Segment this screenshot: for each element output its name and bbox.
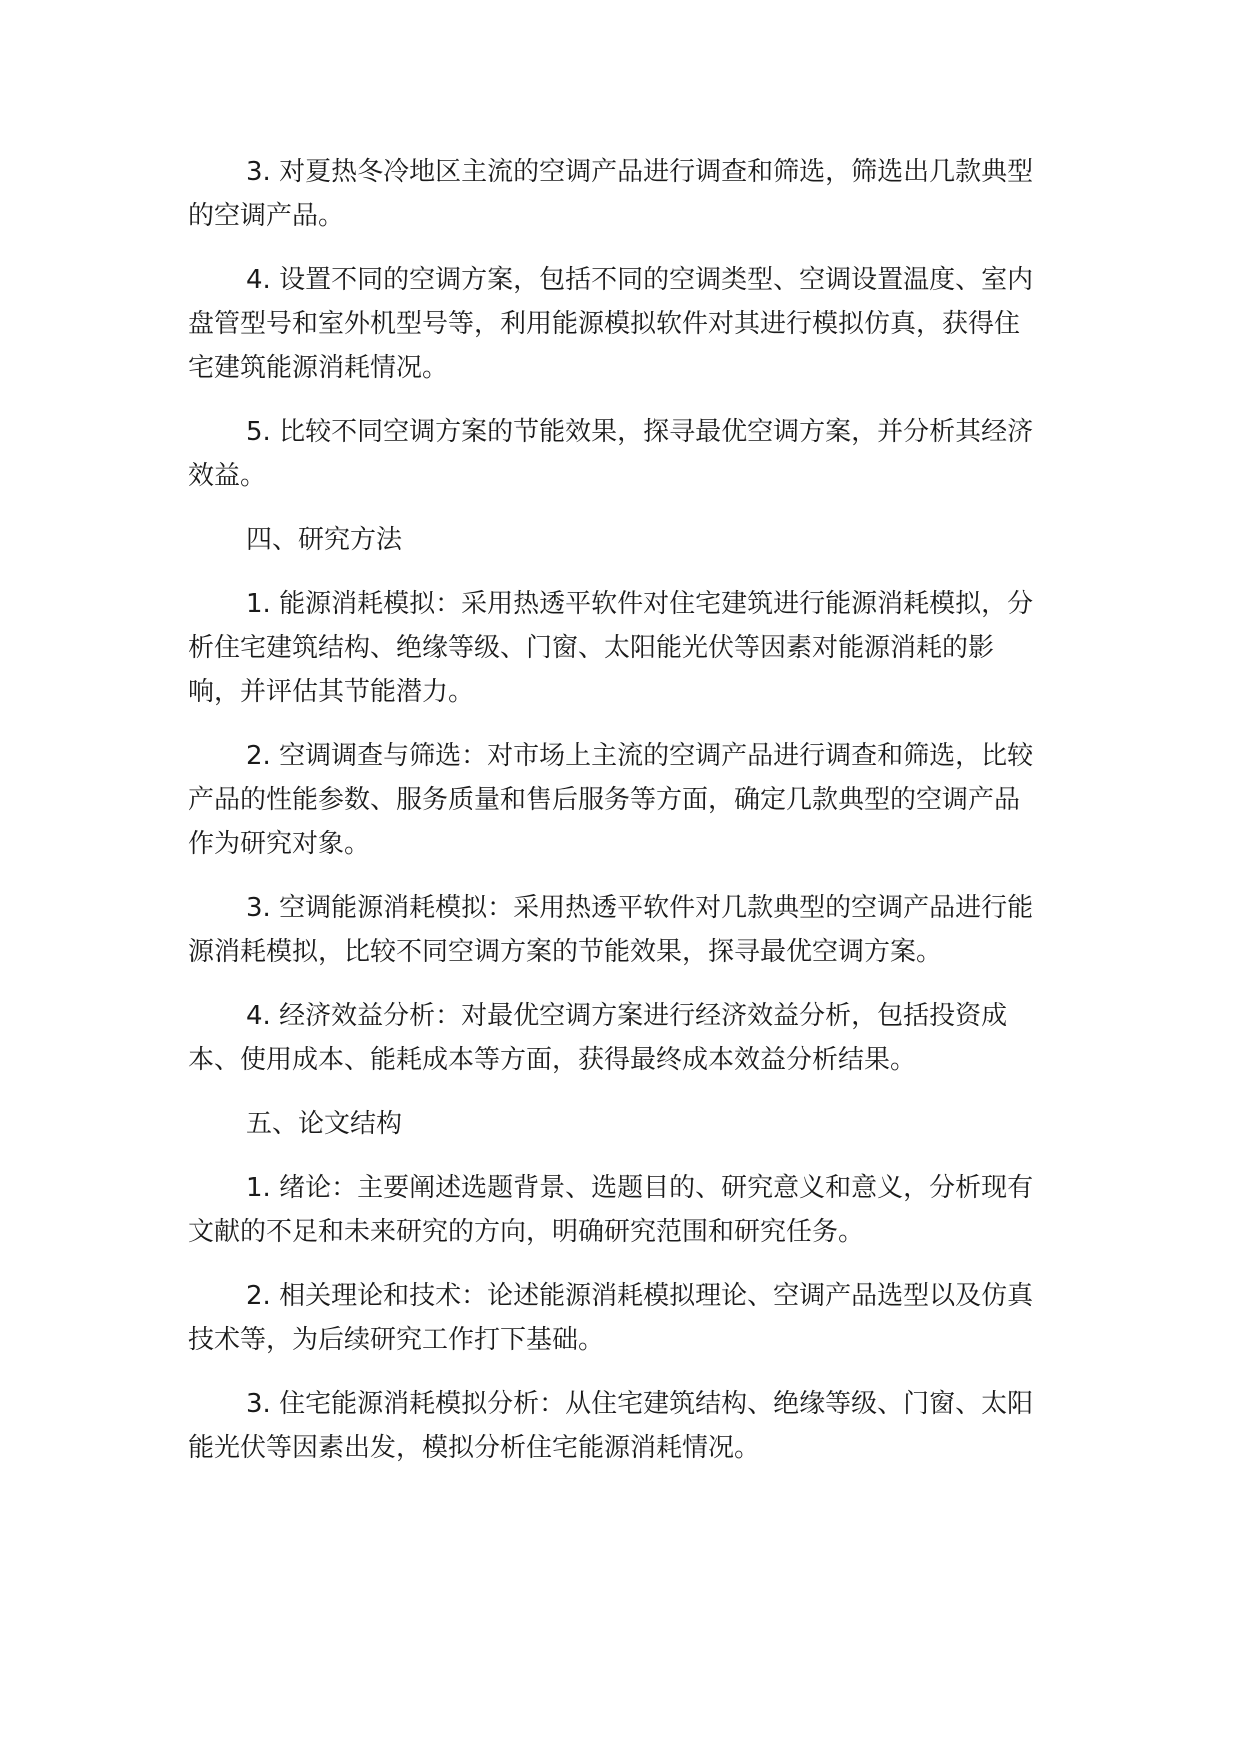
- method-4: 4. 经济效益分析：对最优空调方案进行经济效益分析，包括投资成本、使用成本、能耗成本等方面，获得最终成本效益分析结果。: [188, 1001, 1008, 1075]
- section-4-heading: 四、研究方法: [246, 525, 403, 555]
- item-4-schemes: 4. 设置不同的空调方案，包括不同的空调类型、空调设置温度、室内盘管型号和室外机型号等，利用能源模拟软件对其进行模拟仿真，获得住宅建筑能源消耗情况。: [188, 265, 1034, 383]
- section-5-heading: 五、论文结构: [246, 1109, 403, 1139]
- structure-2: 2. 相关理论和技术：论述能源消耗模拟理论、空调产品选型以及仿真技术等，为后续研究工作打下基础。: [188, 1281, 1034, 1355]
- method-1: 1. 能源消耗模拟：采用热透平软件对住宅建筑进行能源消耗模拟，分析住宅建筑结构、绝缘等级、门窗、太阳能光伏等因素对能源消耗的影响，并评估其节能潜力。: [188, 589, 1034, 707]
- method-2: 2. 空调调查与筛选：对市场上主流的空调产品进行调查和筛选，比较产品的性能参数、服务质量和售后服务等方面，确定几款典型的空调产品作为研究对象。: [188, 741, 1034, 859]
- structure-1: 1. 绪论：主要阐述选题背景、选题目的、研究意义和意义，分析现有文献的不足和未来研究的方向，明确研究范围和研究任务。: [188, 1173, 1034, 1247]
- method-3: 3. 空调能源消耗模拟：采用热透平软件对几款典型的空调产品进行能源消耗模拟，比较不同空调方案的节能效果，探寻最优空调方案。: [188, 893, 1034, 967]
- item-5-compare: 5. 比较不同空调方案的节能效果，探寻最优空调方案，并分析其经济效益。: [188, 417, 1034, 491]
- item-3-survey: 3. 对夏热冬冷地区主流的空调产品进行调查和筛选，筛选出几款典型的空调产品。: [188, 157, 1034, 231]
- structure-3: 3. 住宅能源消耗模拟分析：从住宅建筑结构、绝缘等级、门窗、太阳能光伏等因素出发，模拟分析住宅能源消耗情况。: [188, 1389, 1034, 1463]
